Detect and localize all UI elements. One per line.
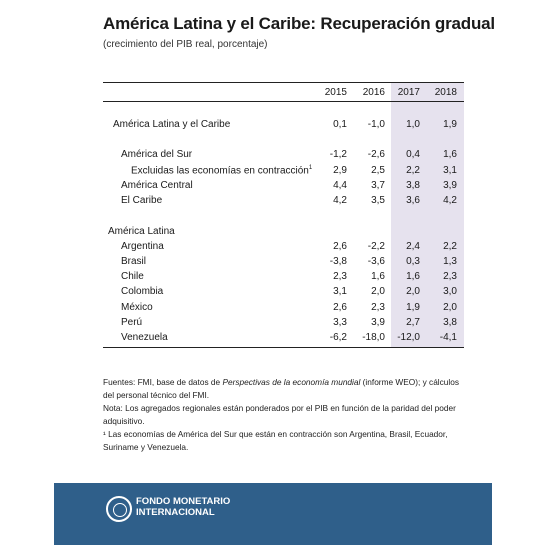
- cell-value: 3,7: [371, 180, 385, 191]
- row-label: América Latina y el Caribe: [113, 119, 231, 130]
- cell-value: 4,4: [333, 180, 347, 191]
- cell-value: -2,2: [367, 241, 385, 252]
- table-row: [103, 119, 464, 134]
- cell-value: 3,8: [406, 180, 420, 191]
- cell-value: 4,2: [443, 195, 457, 206]
- table-row: [103, 332, 464, 347]
- cell-value: 4,2: [333, 195, 347, 206]
- table-row: [103, 271, 464, 286]
- table-row: [103, 317, 464, 332]
- weo-title: Perspectivas de la economía mundial: [222, 377, 361, 387]
- table-header-rule: [103, 101, 464, 102]
- cell-value: -3,6: [367, 256, 385, 267]
- cell-value: 1,0: [406, 119, 420, 130]
- footer-bar: [54, 483, 492, 545]
- cell-value: -1,2: [329, 149, 347, 160]
- cell-value: 1,9: [443, 119, 457, 130]
- row-label: [131, 165, 312, 176]
- org-name-line1: FONDO MONETARIO: [136, 496, 231, 507]
- subtitle: (crecimiento del PIB real, porcentaje): [103, 39, 268, 50]
- cell-value: 2,3: [371, 302, 385, 313]
- cell-value: 2,0: [406, 286, 420, 297]
- row-label: Venezuela: [121, 332, 168, 343]
- cell-value: 3,9: [371, 317, 385, 328]
- page-title: América Latina y el Caribe: Recuperación gradual: [103, 14, 495, 33]
- table-row: [103, 256, 464, 271]
- row-label: Argentina: [121, 241, 164, 252]
- cell-value: 2,2: [443, 241, 457, 252]
- sources-note: [103, 376, 463, 402]
- cell-value: -4,1: [439, 332, 457, 343]
- cell-value: 1,3: [443, 256, 457, 267]
- cell-value: 2,6: [333, 241, 347, 252]
- cell-value: 3,1: [443, 165, 457, 176]
- row-label: América Central: [121, 180, 193, 191]
- table-top-rule: [103, 82, 464, 83]
- cell-value: -6,2: [329, 332, 347, 343]
- row-label: Colombia: [121, 286, 164, 297]
- cell-value: 3,5: [371, 195, 385, 206]
- cell-value: 2,0: [443, 302, 457, 313]
- sources-text-end: (informe WEO); y cálculos del personal técnico del FMI.: [103, 377, 460, 400]
- org-name-line2: INTERNACIONAL: [136, 507, 215, 518]
- cell-value: 2,4: [406, 241, 420, 252]
- row-label: Chile: [121, 271, 144, 282]
- cell-value: 2,6: [333, 302, 347, 313]
- imf-seal-icon: [106, 496, 132, 522]
- cell-value: 3,8: [443, 317, 457, 328]
- row-label: Brasil: [121, 256, 147, 267]
- section-label: América Latina: [108, 226, 175, 237]
- cell-value: 0,3: [406, 256, 420, 267]
- row-label: América del Sur: [121, 149, 193, 160]
- cell-value: -12,0: [397, 332, 420, 343]
- year-header: 2016: [362, 87, 385, 98]
- org-name: [136, 496, 230, 518]
- cell-value: 3,6: [406, 195, 420, 206]
- cell-value: 2,0: [371, 286, 385, 297]
- cell-value: 1,6: [371, 271, 385, 282]
- cell-value: -2,6: [367, 149, 385, 160]
- table-row: [103, 241, 464, 256]
- footnote: ¹ Las economías de América del Sur que están en contracción son Argentina, Brasil, Ecuador, Suriname y Venezuela.: [103, 429, 448, 452]
- cell-value: 3,0: [443, 286, 457, 297]
- cell-value: 1,6: [406, 271, 420, 282]
- table-bottom-rule: [103, 347, 464, 348]
- table-row: [103, 149, 464, 164]
- cell-value: -3,8: [329, 256, 347, 267]
- year-header: 2018: [434, 87, 457, 98]
- row-label: México: [121, 302, 153, 313]
- row-label-text: Excluidas las economías en contracción: [131, 165, 309, 177]
- cell-value: -1,0: [367, 119, 385, 130]
- cell-value: 2,9: [333, 165, 347, 176]
- footnote-marker: 1: [308, 165, 313, 171]
- section-heading-row: [103, 226, 464, 241]
- cell-value: 2,7: [406, 317, 420, 328]
- cell-value: 2,3: [443, 271, 457, 282]
- table-row: [103, 165, 464, 180]
- year-header: 2017: [397, 87, 420, 98]
- cell-value: 0,1: [333, 119, 347, 130]
- cell-value: 1,9: [406, 302, 420, 313]
- table-row: [103, 195, 464, 210]
- sources-text: Fuentes: FMI, base de datos de: [103, 377, 223, 387]
- table-notes: [103, 376, 463, 454]
- row-label: El Caribe: [121, 195, 163, 206]
- cell-value: -18,0: [362, 332, 385, 343]
- cell-value: 3,3: [333, 317, 347, 328]
- cell-value: 3,9: [443, 180, 457, 191]
- ppp-note: Nota: Los agregados regionales están ponderados por el PIB en función de la paridad del poder adquisitivo.: [103, 403, 456, 426]
- cell-value: 3,1: [333, 286, 347, 297]
- row-label: Perú: [121, 317, 143, 328]
- cell-value: 2,3: [333, 271, 347, 282]
- cell-value: 2,2: [406, 165, 420, 176]
- cell-value: 0,4: [406, 149, 420, 160]
- year-header: 2015: [324, 87, 347, 98]
- table-row: [103, 180, 464, 195]
- cell-value: 1,6: [443, 149, 457, 160]
- table-row: [103, 302, 464, 317]
- table-row: [103, 286, 464, 301]
- cell-value: 2,5: [371, 165, 385, 176]
